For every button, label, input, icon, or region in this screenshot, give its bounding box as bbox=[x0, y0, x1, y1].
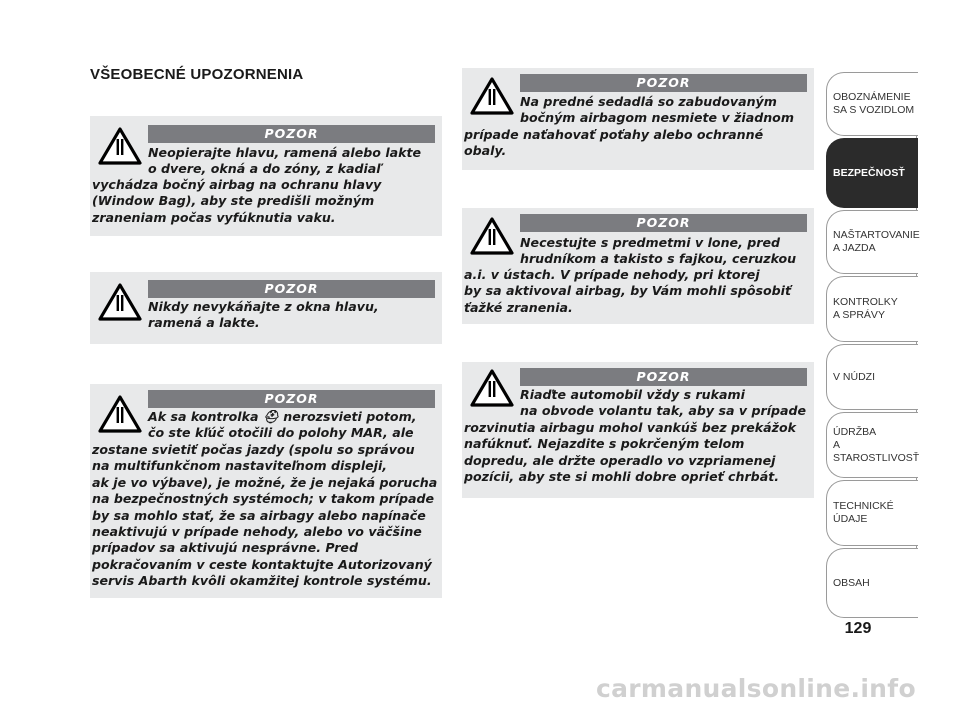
page-number: 129 bbox=[844, 620, 872, 637]
warning-lead-text: Necestujte s predmetmi v lone, pred hrudníkom a takisto s fajkou, ceruzkou bbox=[520, 235, 797, 267]
warning-header: POZOR bbox=[148, 125, 435, 143]
sidebar-tab-nastartovanie[interactable]: NAŠTARTOVANIE A JAZDA bbox=[826, 210, 918, 274]
warning-triangle-icon bbox=[98, 282, 142, 322]
sidebar-tab-oboznamenie[interactable]: OBOZNÁMENIE SA S VOZIDLOM bbox=[826, 72, 918, 136]
warning-body-text: vychádza bočný airbag na ochranu hlavy (Window Bag), aby ste predišli možným zraneniam počas vyfúknutia vaku. bbox=[92, 177, 382, 225]
warning-body-text: zostane svietiť počas jazdy (spolu so správou na multifunkčnom nastaviteľnom displeji, ak je vo výbave), je možné, že je nejaká porucha na bezpečnostných systémoch; v takom prípade by sa mohlo stať, že sa airbagy alebo napínače neaktivujú v prípade nehody, alebo vo väčšine prípadov sa aktivujú nesprávne. Pred pokračovaním v ceste kontaktujte Autorizovaný servis Abarth kvôli okamžitej kontrole systému. bbox=[92, 442, 438, 589]
warning-body-text: rozvinutia airbagu mohol vankúš bez prekážok nafúknuť. Nejazdite s pokrčeným telom dopredu, ale držte operadlo vo vzpriamenej pozícii, aby ste si mohli dobre oprieť chrbát. bbox=[464, 420, 797, 485]
warning-box-3 bbox=[90, 384, 442, 598]
warning-header: POZOR bbox=[148, 390, 435, 408]
warning-body-text: a.i. v ústach. V prípade nehody, pri ktorej by sa aktivoval airbag, by Vám mohli spôsobiť ťažké zranenia. bbox=[464, 267, 791, 315]
warning-header: POZOR bbox=[520, 74, 807, 92]
warning-triangle-icon bbox=[470, 216, 514, 256]
warning-box-2 bbox=[90, 272, 442, 344]
warning-lead-text: Nikdy nevykáňajte z okna hlavu, ramená a lakte. bbox=[148, 299, 379, 331]
warning-box-5 bbox=[462, 208, 814, 324]
sidebar-tab-technicke-udaje[interactable]: TECHNICKÉ ÚDAJE bbox=[826, 480, 918, 546]
sidebar-tab-obsah[interactable]: OBSAH bbox=[826, 548, 918, 618]
warning-header: POZOR bbox=[148, 280, 435, 298]
sidebar-tab-kontrolky[interactable]: KONTROLKY A SPRÁVY bbox=[826, 276, 918, 342]
warning-triangle-icon bbox=[98, 126, 142, 166]
warning-lead-text: Ak sa kontrolka ⛑ nerozsvieti potom, čo ste kľúč otočili do polohy MAR, ale bbox=[148, 409, 417, 441]
section-title: VŠEOBECNÉ UPOZORNENIA bbox=[90, 66, 304, 83]
warning-box-6 bbox=[462, 362, 814, 498]
warning-triangle-icon bbox=[98, 394, 142, 434]
warning-box-4 bbox=[462, 68, 814, 170]
watermark: carmanualsonline.info bbox=[596, 674, 916, 703]
warning-header: POZOR bbox=[520, 368, 807, 386]
warning-lead-text: Na predné sedadlá so zabudovaným bočným airbagom nesmiete v žiadnom bbox=[520, 94, 794, 126]
warning-lead-text: Riaďte automobil vždy s rukami na obvode volantu tak, aby sa v prípade bbox=[520, 387, 807, 419]
warning-triangle-icon bbox=[470, 76, 514, 116]
warning-triangle-icon bbox=[470, 368, 514, 408]
warning-body-text: prípade naťahovať poťahy alebo ochranné obaly. bbox=[464, 127, 764, 159]
sidebar-tab-v-nudzi[interactable]: V NÚDZI bbox=[826, 344, 918, 410]
sidebar-tab-bezpecnost[interactable]: BEZPEČNOSŤ bbox=[826, 138, 918, 208]
sidebar-tab-udrzba[interactable]: ÚDRŽBA A STAROSTLIVOSŤ bbox=[826, 412, 918, 478]
warning-header: POZOR bbox=[520, 214, 807, 232]
warning-lead-text: Neopierajte hlavu, ramená alebo lakte o dvere, okná a do zóny, z kadiaľ bbox=[148, 145, 422, 177]
warning-box-1 bbox=[90, 116, 442, 236]
